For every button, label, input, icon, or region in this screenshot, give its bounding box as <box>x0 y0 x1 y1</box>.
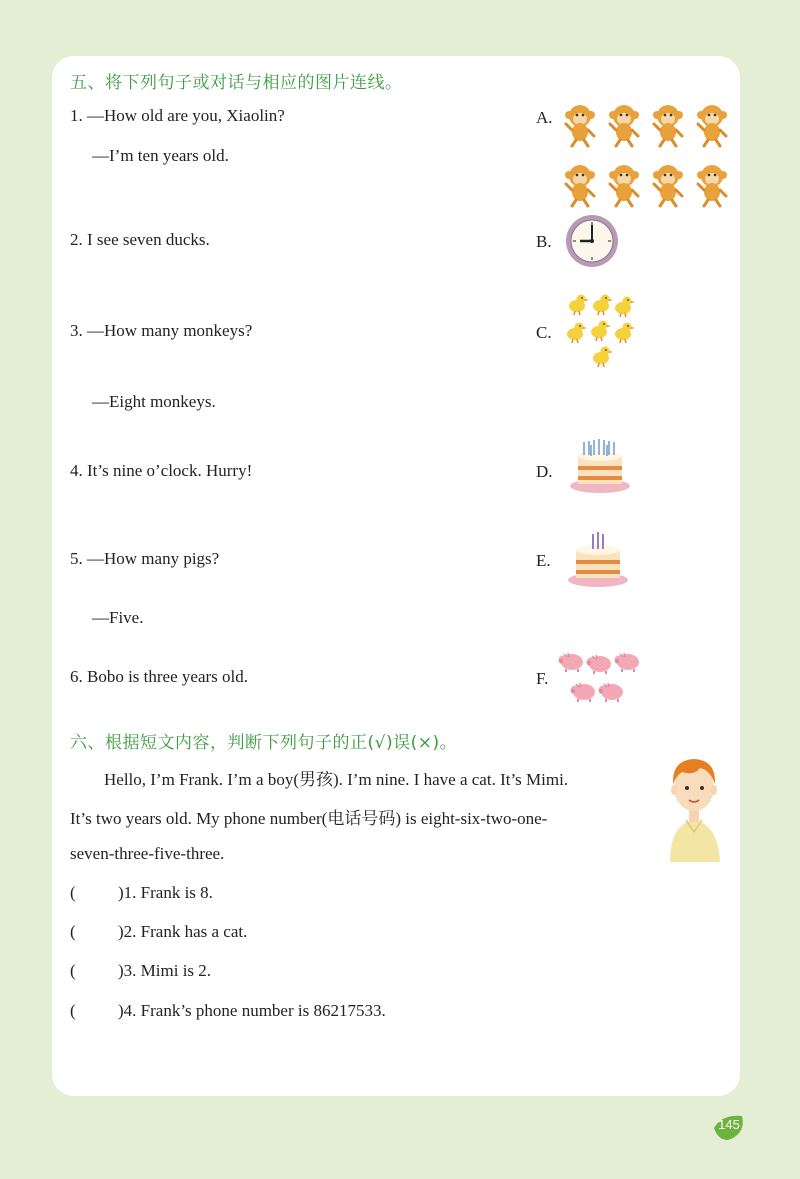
option-d-label: D. <box>536 462 553 481</box>
passage-line-2: It’s two years old. My phone number(电话号码) is eight-six-two-one- <box>70 809 548 828</box>
item1-question: 1. —How old are you, Xiaolin? <box>70 106 285 125</box>
passage-line-3: seven-three-five-three. <box>70 844 225 863</box>
birthday-cake-icon <box>566 530 632 590</box>
item6-sentence: 6. Bobo is three years old. <box>70 667 248 686</box>
page-number: 145 <box>718 1117 740 1132</box>
option-a-label: A. <box>536 108 553 127</box>
option-c-label: C. <box>536 323 552 342</box>
passage-line-1: Hello, I’m Frank. I’m a boy(男孩). I’m nine. I have a cat. It’s Mimi. <box>104 770 569 789</box>
statement-2: )2. Frank has a cat. <box>118 922 248 941</box>
option-e-label: E. <box>536 551 551 570</box>
statement-4-paren: ( <box>70 1001 76 1020</box>
statement-3: )3. Mimi is 2. <box>118 961 212 980</box>
page-number-badge <box>712 1112 746 1142</box>
item5-answer: —Five. <box>92 608 144 627</box>
section6-title: 六、根据短文内容，判断下列句子的正(√)误(×)。 <box>70 733 458 753</box>
monkey-icon <box>560 100 735 210</box>
section5-title: 五、将下列句子或对话与相应的图片连线。 <box>70 73 403 93</box>
statement-1: )1. Frank is 8. <box>118 883 213 902</box>
option-b-label: B. <box>536 232 552 251</box>
item2-sentence: 2. I see seven ducks. <box>70 230 210 249</box>
statement-1-paren: ( <box>70 883 76 902</box>
item4-sentence: 4. It’s nine o’clock. Hurry! <box>70 461 253 480</box>
boy-illustration <box>664 754 724 862</box>
statement-3-paren: ( <box>70 961 76 980</box>
pig-icon <box>554 650 644 708</box>
item3-question: 3. —How many monkeys? <box>70 321 253 340</box>
birthday-cake-icon <box>570 436 632 496</box>
statement-2-paren: ( <box>70 922 76 941</box>
statement-4: )4. Frank’s phone number is 86217533. <box>118 1001 386 1020</box>
item5-question: 5. —How many pigs? <box>70 549 220 568</box>
item1-answer: —I’m ten years old. <box>92 146 229 165</box>
clock-icon <box>564 213 620 269</box>
item3-answer: —Eight monkeys. <box>92 392 216 411</box>
option-f-label: F. <box>536 669 549 688</box>
duck-icon <box>562 292 642 370</box>
